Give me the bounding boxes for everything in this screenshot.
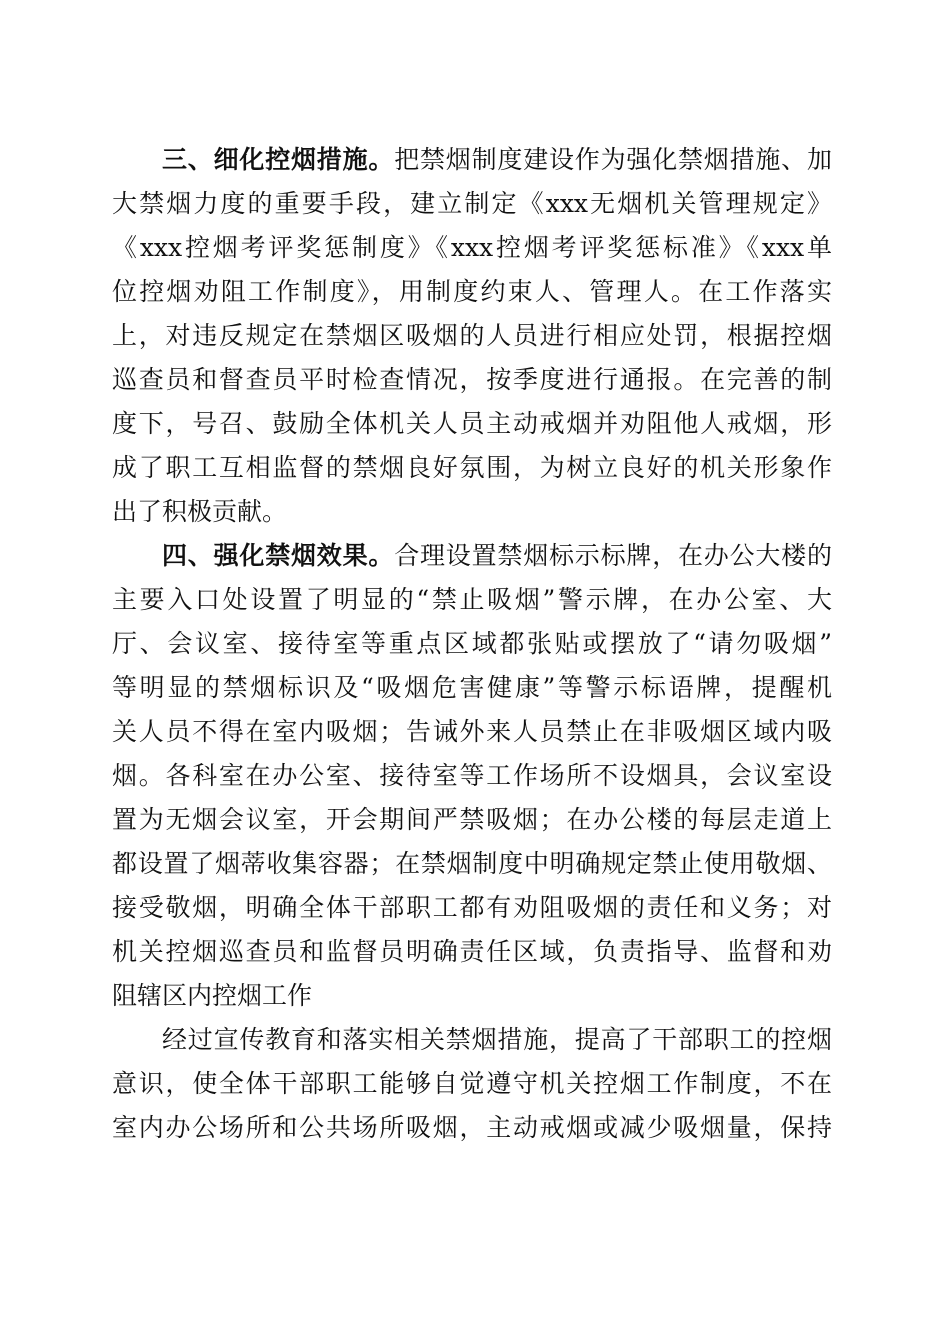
text-line: 大禁烟力度的重要手段，建立制定《xxx无烟机关管理规定》 — [112, 189, 832, 218]
text-line: 巡查员和督查员平时检查情况，按季度进行通报。在完善的制 — [112, 365, 832, 394]
paragraph-heading: 四、强化禁烟效果。 — [162, 541, 395, 570]
text-line: 室内办公场所和公共场所吸烟，主动戒烟或减少吸烟量，保持 — [112, 1113, 832, 1142]
text-line: 经过宣传教育和落实相关禁烟措施，提高了干部职工的控烟 — [162, 1025, 832, 1054]
paragraph-four — [112, 534, 832, 1018]
text-line: 度下，号召、鼓励全体机关人员主动戒烟并劝阻他人戒烟，形 — [112, 409, 832, 438]
text-line: 三、细化控烟措施。把禁烟制度建设作为强化禁烟措施、加 — [162, 145, 832, 174]
text-line: 《xxx控烟考评奖惩制度》《xxx控烟考评奖惩标准》《xxx单 — [112, 233, 832, 262]
document-body — [112, 138, 832, 1150]
text-line: 置为无烟会议室，开会期间严禁吸烟；在办公楼的每层走道上 — [112, 805, 832, 834]
text-line: 主要入口处设置了明显的“禁止吸烟”警示牌，在办公室、大 — [112, 585, 832, 614]
text-line: 上，对违反规定在禁烟区吸烟的人员进行相应处罚，根据控烟 — [112, 321, 832, 350]
text-line: 关人员不得在室内吸烟；告诫外来人员禁止在非吸烟区域内吸 — [112, 717, 832, 746]
text-line: 厅、会议室、接待室等重点区域都张贴或摆放了“请勿吸烟” — [112, 629, 832, 658]
text-line: 出了积极贡献。 — [112, 497, 288, 526]
text-line: 接受敬烟，明确全体干部职工都有劝阻吸烟的责任和义务；对 — [112, 893, 832, 922]
paragraph-summary — [112, 1018, 832, 1150]
text-line: 烟。各科室在办公室、接待室等工作场所不设烟具，会议室设 — [112, 761, 832, 790]
text-line: 等明显的禁烟标识及“吸烟危害健康”等警示标语牌，提醒机 — [112, 673, 832, 702]
text-line: 意识，使全体干部职工能够自觉遵守机关控烟工作制度，不在 — [112, 1069, 832, 1098]
text-line: 位控烟劝阻工作制度》，用制度约束人、管理人。在工作落实 — [112, 277, 832, 306]
paragraph-three — [112, 138, 832, 534]
text-line: 成了职工互相监督的禁烟良好氛围，为树立良好的机关形象作 — [112, 453, 832, 482]
text-line: 都设置了烟蒂收集容器；在禁烟制度中明确规定禁止使用敬烟、 — [112, 849, 832, 878]
text-line: 四、强化禁烟效果。合理设置禁烟标示标牌，在办公大楼的 — [162, 541, 832, 570]
paragraph-heading: 三、细化控烟措施。 — [162, 145, 395, 174]
text-line: 阻辖区内控烟工作 — [112, 981, 313, 1010]
text-line: 机关控烟巡查员和监督员明确责任区域，负责指导、监督和劝 — [112, 937, 832, 966]
